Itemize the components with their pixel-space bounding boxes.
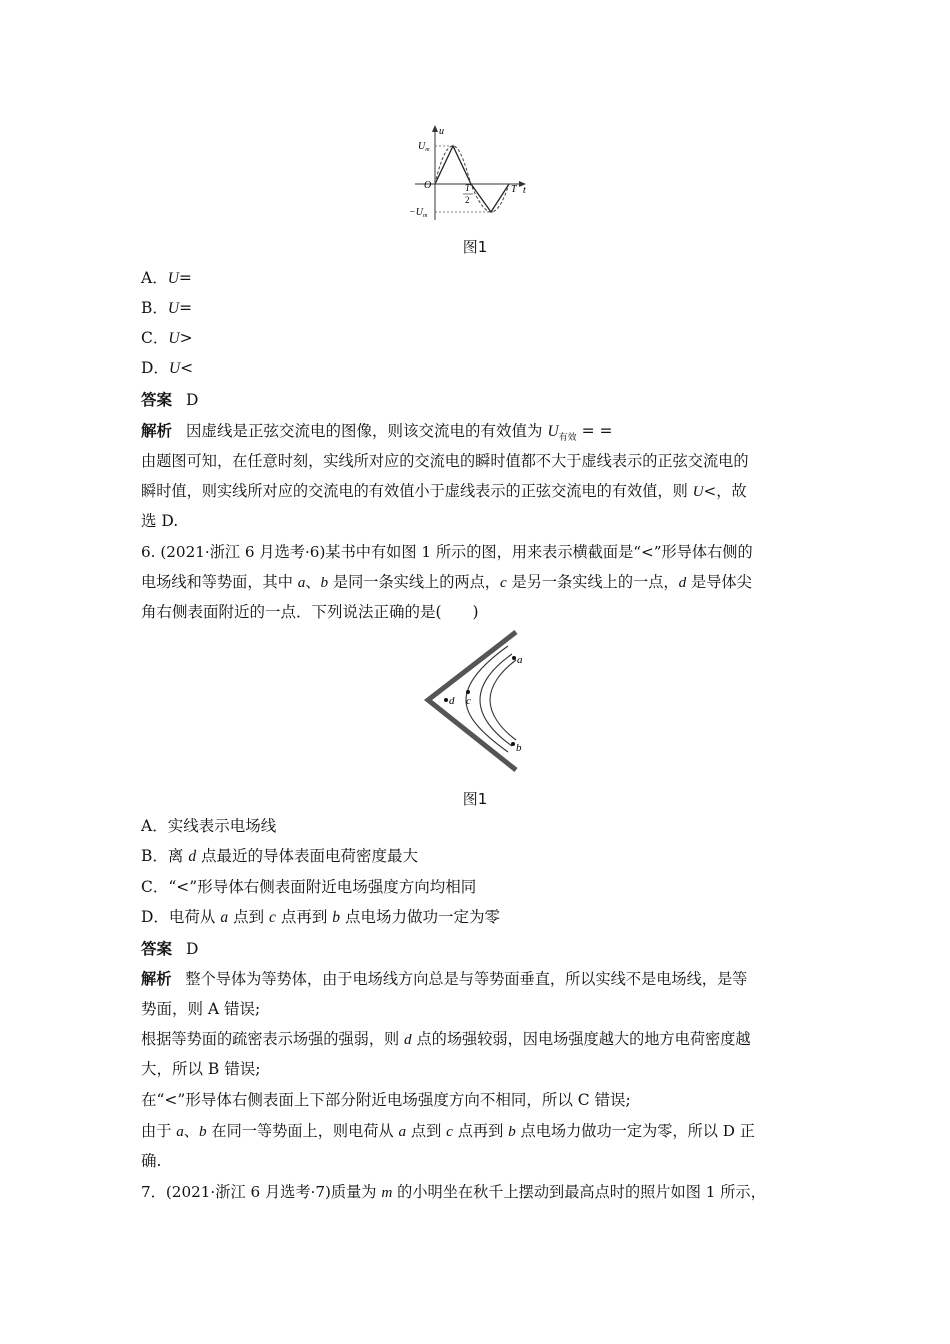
ac-voltage-figure [405,122,545,222]
option-b: B．U= [141,299,193,317]
point-c-label: c [466,695,471,707]
analysis-line-1: 解析 因虚线是正弦交流电的图像，则该交流电的有效值为 $U_{有效}$ = = [141,422,613,444]
q6-option-d: D．电荷从 a 点到 c 点再到 b 点电场力做功一定为零 [141,908,500,926]
q6-answer-line: 答案 D [141,940,199,958]
point-a-label: a [517,654,523,666]
q6-analysis-line-2: 势面，则 A 错误; [141,1000,261,1018]
axis-u-label: u [439,126,444,137]
q6-option-a: A．实线表示电场线 [141,817,277,835]
point-b-label: b [516,742,522,754]
q6-analysis-line-4: 大，所以 B 错误; [141,1060,261,1078]
q6-option-c: C．“<”形导体右侧表面附近电场强度方向均相同 [141,878,477,896]
q6-analysis-line-5: 在“<”形导体右侧表面上下部分附近电场强度方向不相同，所以 C 错误; [141,1091,631,1109]
q6-analysis-line-6: 由于 a、b 在同一等势面上，则电荷从 a 点到 c 点再到 b 点电场力做功一定为零，所以 D 正 [141,1122,755,1140]
t-half-den: 2 [465,195,470,205]
t-end-label: T [511,184,517,195]
q6-analysis-line-7: 确. [141,1152,162,1170]
q6-stem-line-1: 6. (2021·浙江 6 月选考·6)某书中有如图 1 所示的图，用来表示横截面是“<”形导体右侧的 [141,543,753,561]
option-d: D．U< [141,359,194,377]
origin-label: O [424,180,432,191]
analysis-line-3: 瞬时值，则实线所对应的交流电的有效值小于虚线表示的正弦交流电的有效值，则 U<，故 [141,482,747,500]
um-label: $U_m$ [418,141,430,153]
option-c: C．U> [141,329,193,347]
analysis-line-2: 由题图可知，在任意时刻，实线所对应的交流电的瞬时值都不大于虚线表示的正弦交流电的 [141,452,749,470]
q6-stem-line-2: 电场线和等势面，其中 a、b 是同一条实线上的两点，c 是另一条实线上的一点，d 是导体尖 [141,573,752,591]
q6-analysis-line-3: 根据等势面的疏密表示场强的强弱，则 d 点的场强较弱，因电场强度越大的地方电荷密度越 [141,1030,751,1048]
point-d-label: d [449,695,455,707]
figure-caption-2: 图1 [462,790,488,808]
q6-analysis-line-1: 解析 整个导体为等势体，由于电场线方向总是与等势面垂直，所以实线不是电场线，是等 [141,970,748,988]
t-half-num: T [465,183,471,193]
neg-um-label: $-U_m$ [409,207,428,219]
q6-option-b: B．离 d 点最近的导体表面电荷密度最大 [141,847,419,865]
q6-stem-line-3: 角右侧表面附近的一点．下列说法正确的是( ) [141,603,479,621]
analysis-line-4: 选 D. [141,512,179,530]
axis-t-label: t [523,185,526,196]
option-a: A．U= [141,269,192,287]
q7-stem-line-1: 7．(2021·浙江 6 月选考·7)质量为 m 的小明坐在秋千上摆动到最高点时的照片如图 1 所示， [141,1183,766,1201]
answer-line: 答案 D [141,391,199,409]
figure-caption-1: 图1 [462,238,488,256]
conductor-figure [420,628,540,776]
